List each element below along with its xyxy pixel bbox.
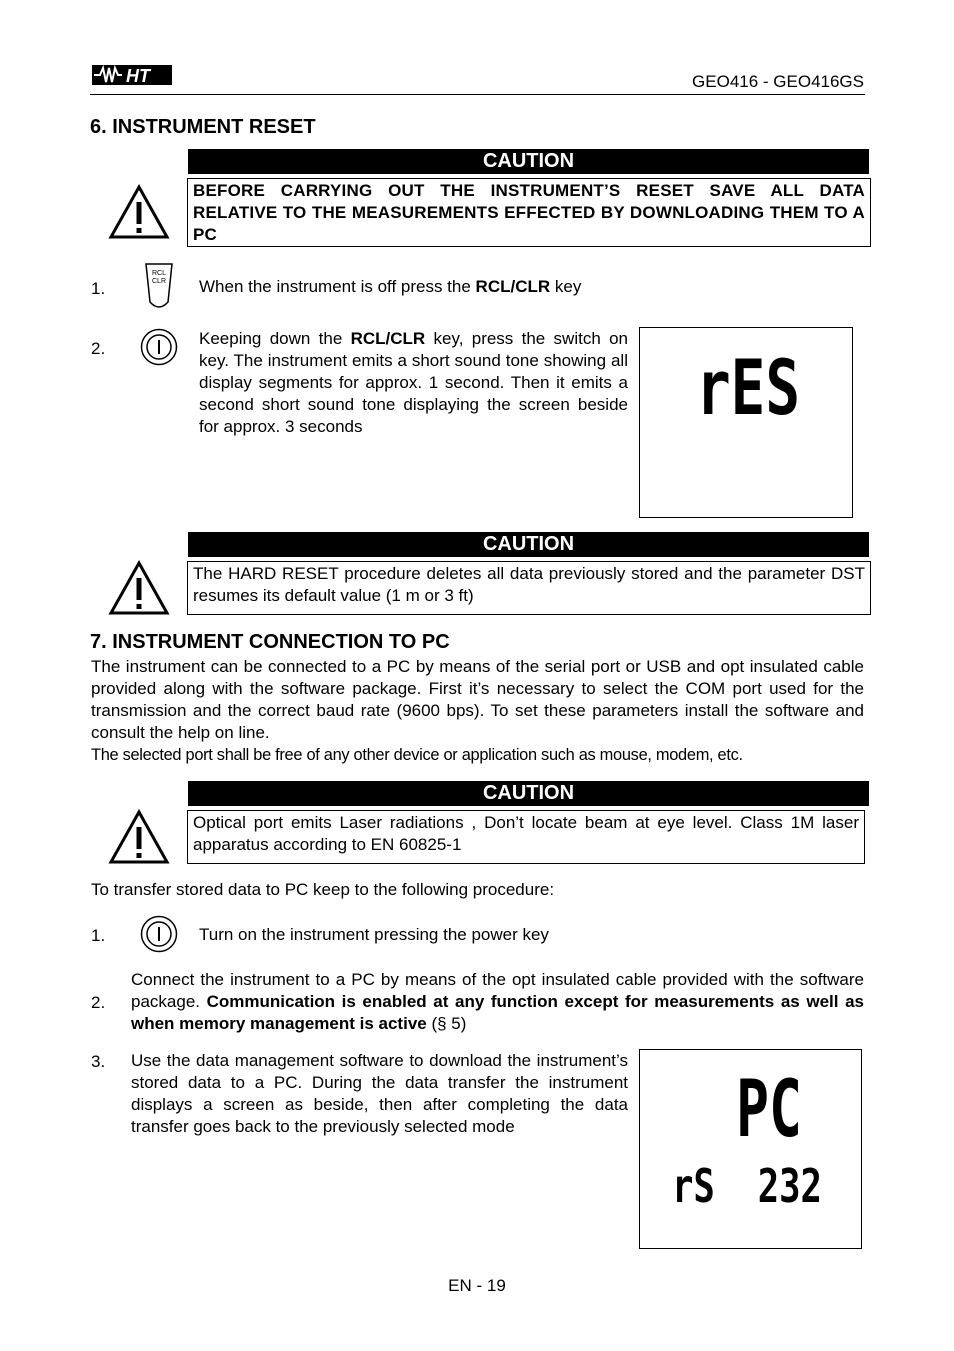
step-text: When the instrument is off press the RCL/CLR key	[199, 277, 582, 296]
ht-logo	[92, 62, 172, 88]
step-text: Connect the instrument to a PC by means of the opt insulated cable provided with the software package. Communication is enabled at any function except for measurements as well as when memory management is active (§ 5)	[131, 970, 864, 1033]
header-divider	[90, 94, 865, 95]
power-key-icon	[140, 328, 178, 371]
svg-text:CLR: CLR	[152, 278, 167, 285]
section-title-connection: 7. INSTRUMENT CONNECTION TO PC	[90, 631, 450, 653]
paragraph: The selected port shall be free of any other device or application such as mouse, modem, etc.	[91, 746, 743, 764]
caution-text: BEFORE CARRYING OUT THE INSTRUMENT’S RESET SAVE ALL DATA RELATIVE TO THE MEASUREMENTS EFFECTED BY DOWNLOADING THEM TO A PC	[187, 178, 871, 247]
lcd-text: rES	[696, 343, 800, 432]
step-number: 1.	[91, 926, 106, 945]
step-number: 3.	[91, 1052, 106, 1071]
document-id: GEO416 - GEO416GS	[692, 72, 864, 91]
step-number: 2.	[91, 993, 106, 1012]
step-number: 2.	[91, 339, 106, 358]
section-title-reset: 6. INSTRUMENT RESET	[90, 116, 316, 138]
lcd-display-res	[639, 327, 853, 518]
lcd-display-pc	[639, 1049, 862, 1249]
step-text: Keeping down the RCL/CLR key, press the switch on key. The instrument emits a short sound tone showing all display segments for approx. 1 second. Then it emits a second short sound tone displaying the screen beside for approx. 3 seconds	[199, 329, 628, 436]
power-key-icon	[140, 915, 178, 958]
step-number: 1.	[91, 279, 106, 298]
caution-label: CAUTION	[188, 149, 869, 174]
warning-icon	[108, 560, 170, 621]
page-number: EN - 19	[448, 1276, 506, 1295]
step-text: Use the data management software to download the instrument’s stored data to a PC. During the data transfer the instrument displays a screen as beside, then after completing the data transfer goes back to the previously selected mode	[131, 1051, 628, 1136]
caution-text: The HARD RESET procedure deletes all data previously stored and the parameter DST resumes its default value (1 m or 3 ft)	[187, 561, 871, 615]
warning-icon	[108, 184, 170, 245]
caution-label: CAUTION	[188, 532, 869, 557]
caution-label: CAUTION	[188, 781, 869, 806]
procedure-intro: To transfer stored data to PC keep to the following procedure:	[91, 880, 555, 899]
lcd-text-line2: rS 232	[672, 1159, 822, 1213]
logo-text: HT	[126, 66, 150, 86]
svg-text:RCL: RCL	[152, 270, 167, 277]
caution-text: Optical port emits Laser radiations , Don’t locate beam at eye level. Class 1M laser apparatus according to EN 60825-1	[187, 810, 865, 864]
rcl-clr-key-icon	[142, 262, 176, 317]
lcd-text-line1: PC	[736, 1065, 802, 1155]
step-text: Turn on the instrument pressing the power key	[199, 925, 549, 944]
paragraph: The instrument can be connected to a PC by means of the serial port or USB and opt insulated cable provided along with the software package. First it’s necessary to select the COM port used for the transmission and the correct baud rate (9600 bps). To set these parameters install the software and consult the help on line.	[91, 657, 864, 742]
warning-icon	[108, 809, 170, 870]
